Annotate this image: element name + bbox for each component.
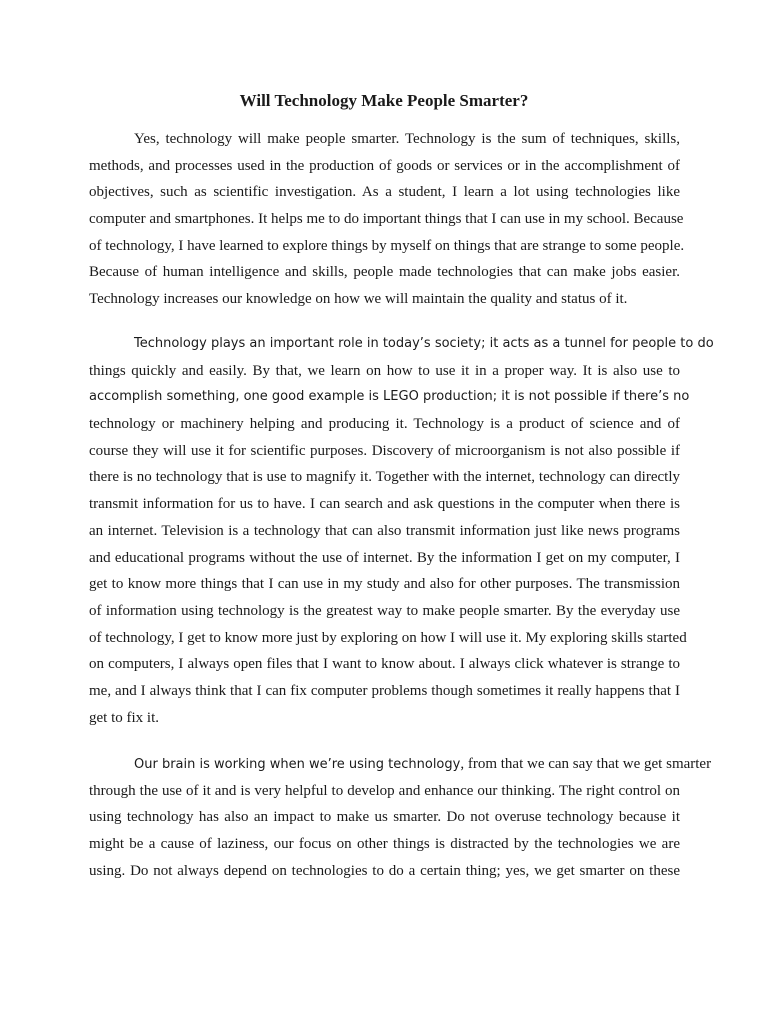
paragraph-line: through the use of it and is very helpful to develop and enhance our thinking. The right control on (89, 782, 680, 799)
paragraph-line: and educational programs without the use of internet. By the information I get on my computer, I (89, 549, 680, 566)
paragraph-2 (89, 331, 714, 731)
paragraph-line: of technology, I get to know more just by exploring on how I will use it. My exploring skills started (89, 629, 687, 646)
paragraph-line: methods, and processes used in the production of goods or services or in the accomplishment of (89, 157, 680, 174)
paragraph-line: an internet. Television is a technology that can also transmit information just like news programs (89, 522, 680, 539)
paragraph-line: using. Do not always depend on technologies to do a certain thing; yes, we get smarter on these (89, 862, 680, 879)
paragraph-line: Because of human intelligence and skills, people made technologies that can make jobs easier. (89, 264, 680, 281)
paragraph-line: transmit information for us to have. I can search and ask questions in the computer when there is (89, 496, 680, 513)
paragraph-line: accomplish something, one good example is LEGO production; it is not possible if there’s no (89, 389, 690, 405)
paragraph-line: there is no technology that is use to magnify it. Together with the internet, technology can directly (89, 469, 680, 486)
document-title: Will Technology Make People Smarter? (239, 91, 529, 110)
paragraph-line: might be a cause of laziness, our focus on other things is distracted by the technologies we are (89, 836, 680, 853)
paragraph-line: get to fix it. (89, 709, 159, 726)
paragraph-line: of information using technology is the greatest way to make people smarter. By the everyday use (89, 602, 680, 619)
paragraph-line: on computers, I always open files that I want to know about. I always click whatever is strange to (89, 656, 680, 673)
paragraph-line: course they will use it for scientific purposes. Discovery of microorganism is not also possible if (89, 442, 680, 459)
paragraph-line-segment: , from that we can say that we get smarter (460, 756, 712, 772)
paragraph-line: get to know more things that I can use in my study and also for other purposes. The transmission (89, 576, 680, 593)
paragraph-line: Technology increases our knowledge on how we will maintain the quality and status of it. (89, 291, 628, 308)
paragraph-1 (89, 126, 685, 313)
paragraph-line: Technology plays an important role in today’s society; it acts as a tunnel for people to do (134, 336, 714, 351)
paragraph-line: me, and I always think that I can fix computer problems though sometimes it really happens that I (89, 682, 680, 699)
paragraph-line: objectives, such as scientific investigation. As a student, I learn a lot using technologies like (89, 184, 680, 201)
paragraph-line: things quickly and easily. By that, we learn on how to use it in a proper way. It is also use to (89, 362, 680, 379)
paragraph-line: Yes, technology will make people smarter. Technology is the sum of techniques, skills, (134, 131, 680, 147)
paragraph-3 (89, 751, 712, 884)
paragraph-line: of technology, I have learned to explore things by myself on things that are strange to some people. (89, 237, 685, 254)
paragraph-line (89, 751, 712, 778)
paragraph-line: technology or machinery helping and producing it. Technology is a product of science and of (89, 416, 680, 433)
paragraph-line: using technology has also an impact to make us smarter. Do not overuse technology because it (89, 809, 680, 826)
paragraph-line-segment: Our brain is working when we’re using technology (134, 757, 461, 772)
paragraph-line: computer and smartphones. It helps me to do important things that I can use in my school. Because (89, 211, 684, 228)
